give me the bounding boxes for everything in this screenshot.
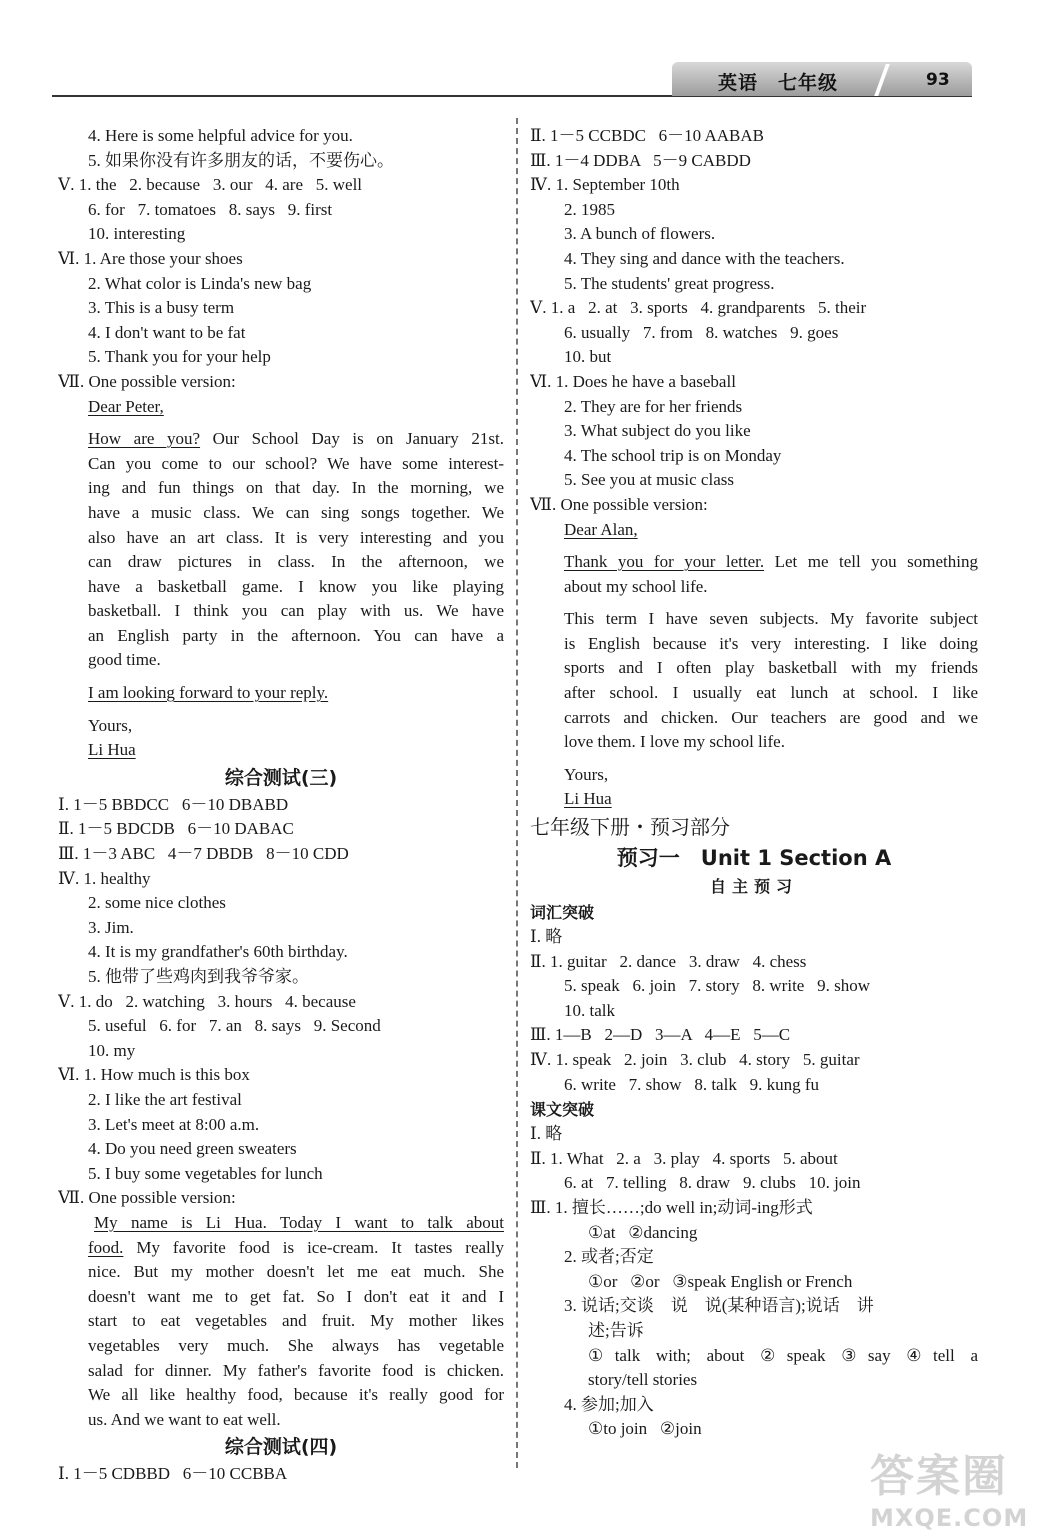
answer-line: Ⅴ. 1. do 2. watching 3. hours 4. because: [58, 991, 356, 1011]
answer-line: Ⅵ. 1. How much is this box: [58, 1065, 250, 1085]
answer-line: story/tell stories: [588, 1370, 698, 1390]
header-subject: 英语 七年级: [718, 72, 839, 94]
page-number: 93: [926, 70, 950, 90]
answer-line: Ⅲ. 1—B 2—D 3—A 4—E 5—C: [530, 1025, 791, 1045]
answer-line: 5. I buy some vegetables for lunch: [88, 1163, 323, 1183]
subsection-label: 词汇突破: [530, 903, 595, 923]
answer-line: 3. What subject do you like: [564, 421, 751, 441]
watermark-line2: MXQE.COM: [870, 1504, 1029, 1532]
answer-line: 4. Here is some helpful advice for you.: [88, 126, 353, 145]
answer-line: 5. 如果你没有许多朋友的话，不要伤心。: [88, 150, 394, 170]
answer-line: Dear Alan,: [564, 519, 638, 539]
answer-line: ing and fun things on that day. In the morning, we: [88, 478, 504, 498]
answer-line: 5. useful 6. for 7. an 8. says 9. Second: [88, 1016, 381, 1036]
spacer: [58, 419, 504, 427]
answer-line: after school. I usually eat lunch at school. I like: [564, 683, 978, 703]
answer-line: have a basketball game. I know you like playing: [88, 576, 504, 596]
answer-line: Ⅱ. 1. guitar 2. dance 3. draw 4. chess: [530, 951, 807, 971]
answer-line: ①talk with; about ②speak ③say ④tell a: [588, 1345, 978, 1365]
answer-line: 5. speak 6. join 7. story 8. write 9. show: [564, 976, 870, 996]
answer-line: Ⅶ. One possible version:: [530, 494, 708, 514]
answer-line: Ⅱ. 1－5 CCBDC 6－10 AABAB: [530, 126, 765, 145]
answer-line: 6. usually 7. from 8. watches 9. goes: [564, 322, 839, 342]
answer-line: Ⅰ. 1－5 BBDCC 6－10 DBABD: [58, 794, 289, 814]
answer-line: Ⅳ. 1. speak 2. join 3. club 4. story 5. guitar: [530, 1050, 860, 1069]
answer-line: We all like healthy food, because it's really good for: [88, 1385, 504, 1405]
subsection-label: 课文突破: [530, 1100, 595, 1120]
section-heading: 七年级下册・预习部分: [530, 815, 730, 840]
answer-line: 6. write 7. show 8. talk 9. kung fu: [564, 1074, 819, 1094]
answer-line: ①or ②or ③speak English or French: [588, 1271, 853, 1291]
watermark-line1: 答案圈: [870, 1451, 1008, 1502]
answer-line: Ⅶ. One possible version:: [58, 1188, 236, 1208]
spacer: [530, 755, 978, 763]
answer-line: 10. talk: [564, 1000, 615, 1020]
section-heading: 综合测试(三): [224, 766, 338, 789]
answer-line: 6. for 7. tomatoes 8. says 9. first: [88, 199, 333, 219]
answer-line: Ⅵ. 1. Are those your shoes: [58, 248, 243, 268]
answer-line: 4. 参加;加入: [564, 1394, 654, 1414]
answer-line: 4. I don't want to be fat: [88, 322, 246, 342]
answer-line: 3. Let's meet at 8:00 a.m.: [88, 1114, 260, 1134]
answer-line: 2. They are for her friends: [564, 396, 743, 416]
answer-line: doesn't want me to get fat. So I don't eat it and I: [88, 1286, 504, 1306]
answer-line: Ⅳ. 1. September 10th: [530, 175, 680, 195]
answer-line: Ⅲ. 1. 擅长……;do well in;动词-ing形式: [530, 1197, 813, 1217]
answer-line: Li Hua: [564, 789, 612, 809]
answer-line: about my school life.: [564, 576, 708, 596]
answer-line: Ⅲ. 1－3 ABC 4－7 DBDB 8－10 CDD: [58, 844, 349, 864]
answer-line: nice. But my mother doesn't let me eat much. She: [88, 1262, 504, 1282]
answer-line: 3. A bunch of flowers.: [564, 224, 716, 244]
answer-line: I am looking forward to your reply.: [88, 683, 329, 703]
answer-line: Ⅱ. 1. What 2. a 3. play 4. sports 5. about: [530, 1148, 838, 1168]
answer-line: Thank you for your letter. Let me tell you something: [564, 552, 978, 572]
answer-line: 5. Thank you for your help: [88, 347, 271, 367]
spacer: [530, 542, 978, 550]
spacer: [58, 673, 504, 681]
answer-line: Ⅰ. 1－5 CDBBD 6－10 CCBBA: [58, 1464, 288, 1484]
answer-line: 2. What color is Linda's new bag: [88, 273, 312, 293]
answer-line: 6. at 7. telling 8. draw 9. clubs 10. join: [564, 1173, 861, 1193]
spacer: [530, 599, 978, 607]
answer-line: ①at ②dancing: [588, 1222, 698, 1242]
answer-line: vegetables very much. She always has vegetable: [88, 1335, 504, 1355]
left-column: [58, 124, 504, 1487]
answer-line: Ⅴ. 1. a 2. at 3. sports 4. grandparents 5. their: [530, 298, 867, 318]
answer-line: Yours,: [88, 715, 133, 735]
answer-line: Ⅲ. 1－4 DDBA 5－9 CABDD: [530, 150, 751, 170]
answer-line: can draw pictures in class. In the afternoon, we: [88, 552, 504, 572]
answer-line: Ⅰ. 略: [530, 1124, 563, 1144]
answer-line: Ⅱ. 1－5 BDCDB 6－10 DABAC: [58, 819, 294, 839]
answer-line: This term I have seven subjects. My favorite subject: [564, 609, 978, 629]
answer-line: 4. The school trip is on Monday: [564, 445, 782, 465]
answer-line: 2. 或者;否定: [564, 1247, 654, 1267]
answer-line: carrots and chicken. Our teachers are good and we: [564, 707, 978, 727]
answer-line: 述;告诉: [588, 1320, 644, 1340]
answer-line: 5. See you at music class: [564, 470, 734, 490]
column-divider: [516, 118, 518, 1468]
answer-line: 10. interesting: [88, 224, 186, 244]
answer-line: love them. I love my school life.: [564, 732, 785, 752]
answer-line: 2. 1985: [564, 199, 615, 219]
answer-line: 10. but: [564, 347, 612, 367]
answer-line: Dear Peter,: [88, 396, 164, 416]
answer-line: 3. Jim.: [88, 917, 134, 937]
answer-line: an English party in the afternoon. You can have a: [88, 625, 504, 645]
answer-line: 3. 说话;交谈 说 说(某种语言);说话 讲: [564, 1296, 874, 1316]
answer-line: ①to join ②join: [588, 1419, 702, 1439]
answer-line: 2. some nice clothes: [88, 893, 226, 913]
answer-line: is English because it's very interesting. I like doing: [564, 633, 978, 653]
spacer: [58, 706, 504, 714]
answer-line: Can you come to our school? We have some interest-: [88, 453, 504, 473]
answer-line: Ⅶ. One possible version:: [58, 371, 236, 391]
answer-line: salad for dinner. My father's favorite food is chicken.: [88, 1360, 504, 1380]
answer-line: Ⅴ. 1. the 2. because 3. our 4. are 5. well: [58, 175, 363, 195]
subsection-label: 自主预习: [709, 877, 798, 897]
answer-line: 4. Do you need green sweaters: [88, 1139, 297, 1159]
watermark-logo: [870, 1440, 1030, 1532]
answer-line: Ⅳ. 1. healthy: [58, 868, 151, 888]
answer-line: basketball. I think you can play with us. We have: [88, 601, 504, 621]
answer-line: sports and I often play basketball with my friends: [564, 658, 978, 678]
answer-line: Ⅵ. 1. Does he have a baseball: [530, 371, 736, 391]
answer-line: Yours,: [564, 764, 609, 784]
answer-line: Ⅰ. 略: [530, 927, 563, 947]
answer-line: My name is Li Hua. Today I want to talk about: [94, 1212, 504, 1232]
answer-line: also have an art class. It is very interesting and you: [88, 527, 504, 547]
answer-line: 4. It is my grandfather's 60th birthday.: [88, 942, 348, 962]
answer-line: 10. my: [88, 1040, 136, 1060]
answer-line: 3. This is a busy term: [88, 298, 235, 318]
right-column: [530, 124, 978, 1442]
answer-line: 5. The students' great progress.: [564, 273, 775, 293]
answer-line: 2. I like the art festival: [88, 1089, 242, 1109]
answer-line: start to eat vegetables and fruit. My mother likes: [88, 1311, 504, 1331]
answer-line: 4. They sing and dance with the teachers.: [564, 248, 845, 268]
section-heading: 综合测试(四): [224, 1436, 338, 1459]
section-heading: 预习一 Unit 1 Section A: [616, 846, 892, 871]
answer-line: us. And we want to eat well.: [88, 1409, 281, 1429]
answer-line: Li Hua: [88, 740, 136, 760]
answer-line: How are you? Our School Day is on January 21st.: [88, 429, 504, 449]
answer-line: food. My favorite food is ice-cream. It tastes really: [88, 1237, 504, 1257]
answer-line: have a music class. We can sing songs together. We: [88, 502, 504, 522]
answer-line: good time.: [88, 650, 161, 670]
answer-line: 5. 他带了些鸡肉到我爷爷家。: [88, 967, 309, 986]
